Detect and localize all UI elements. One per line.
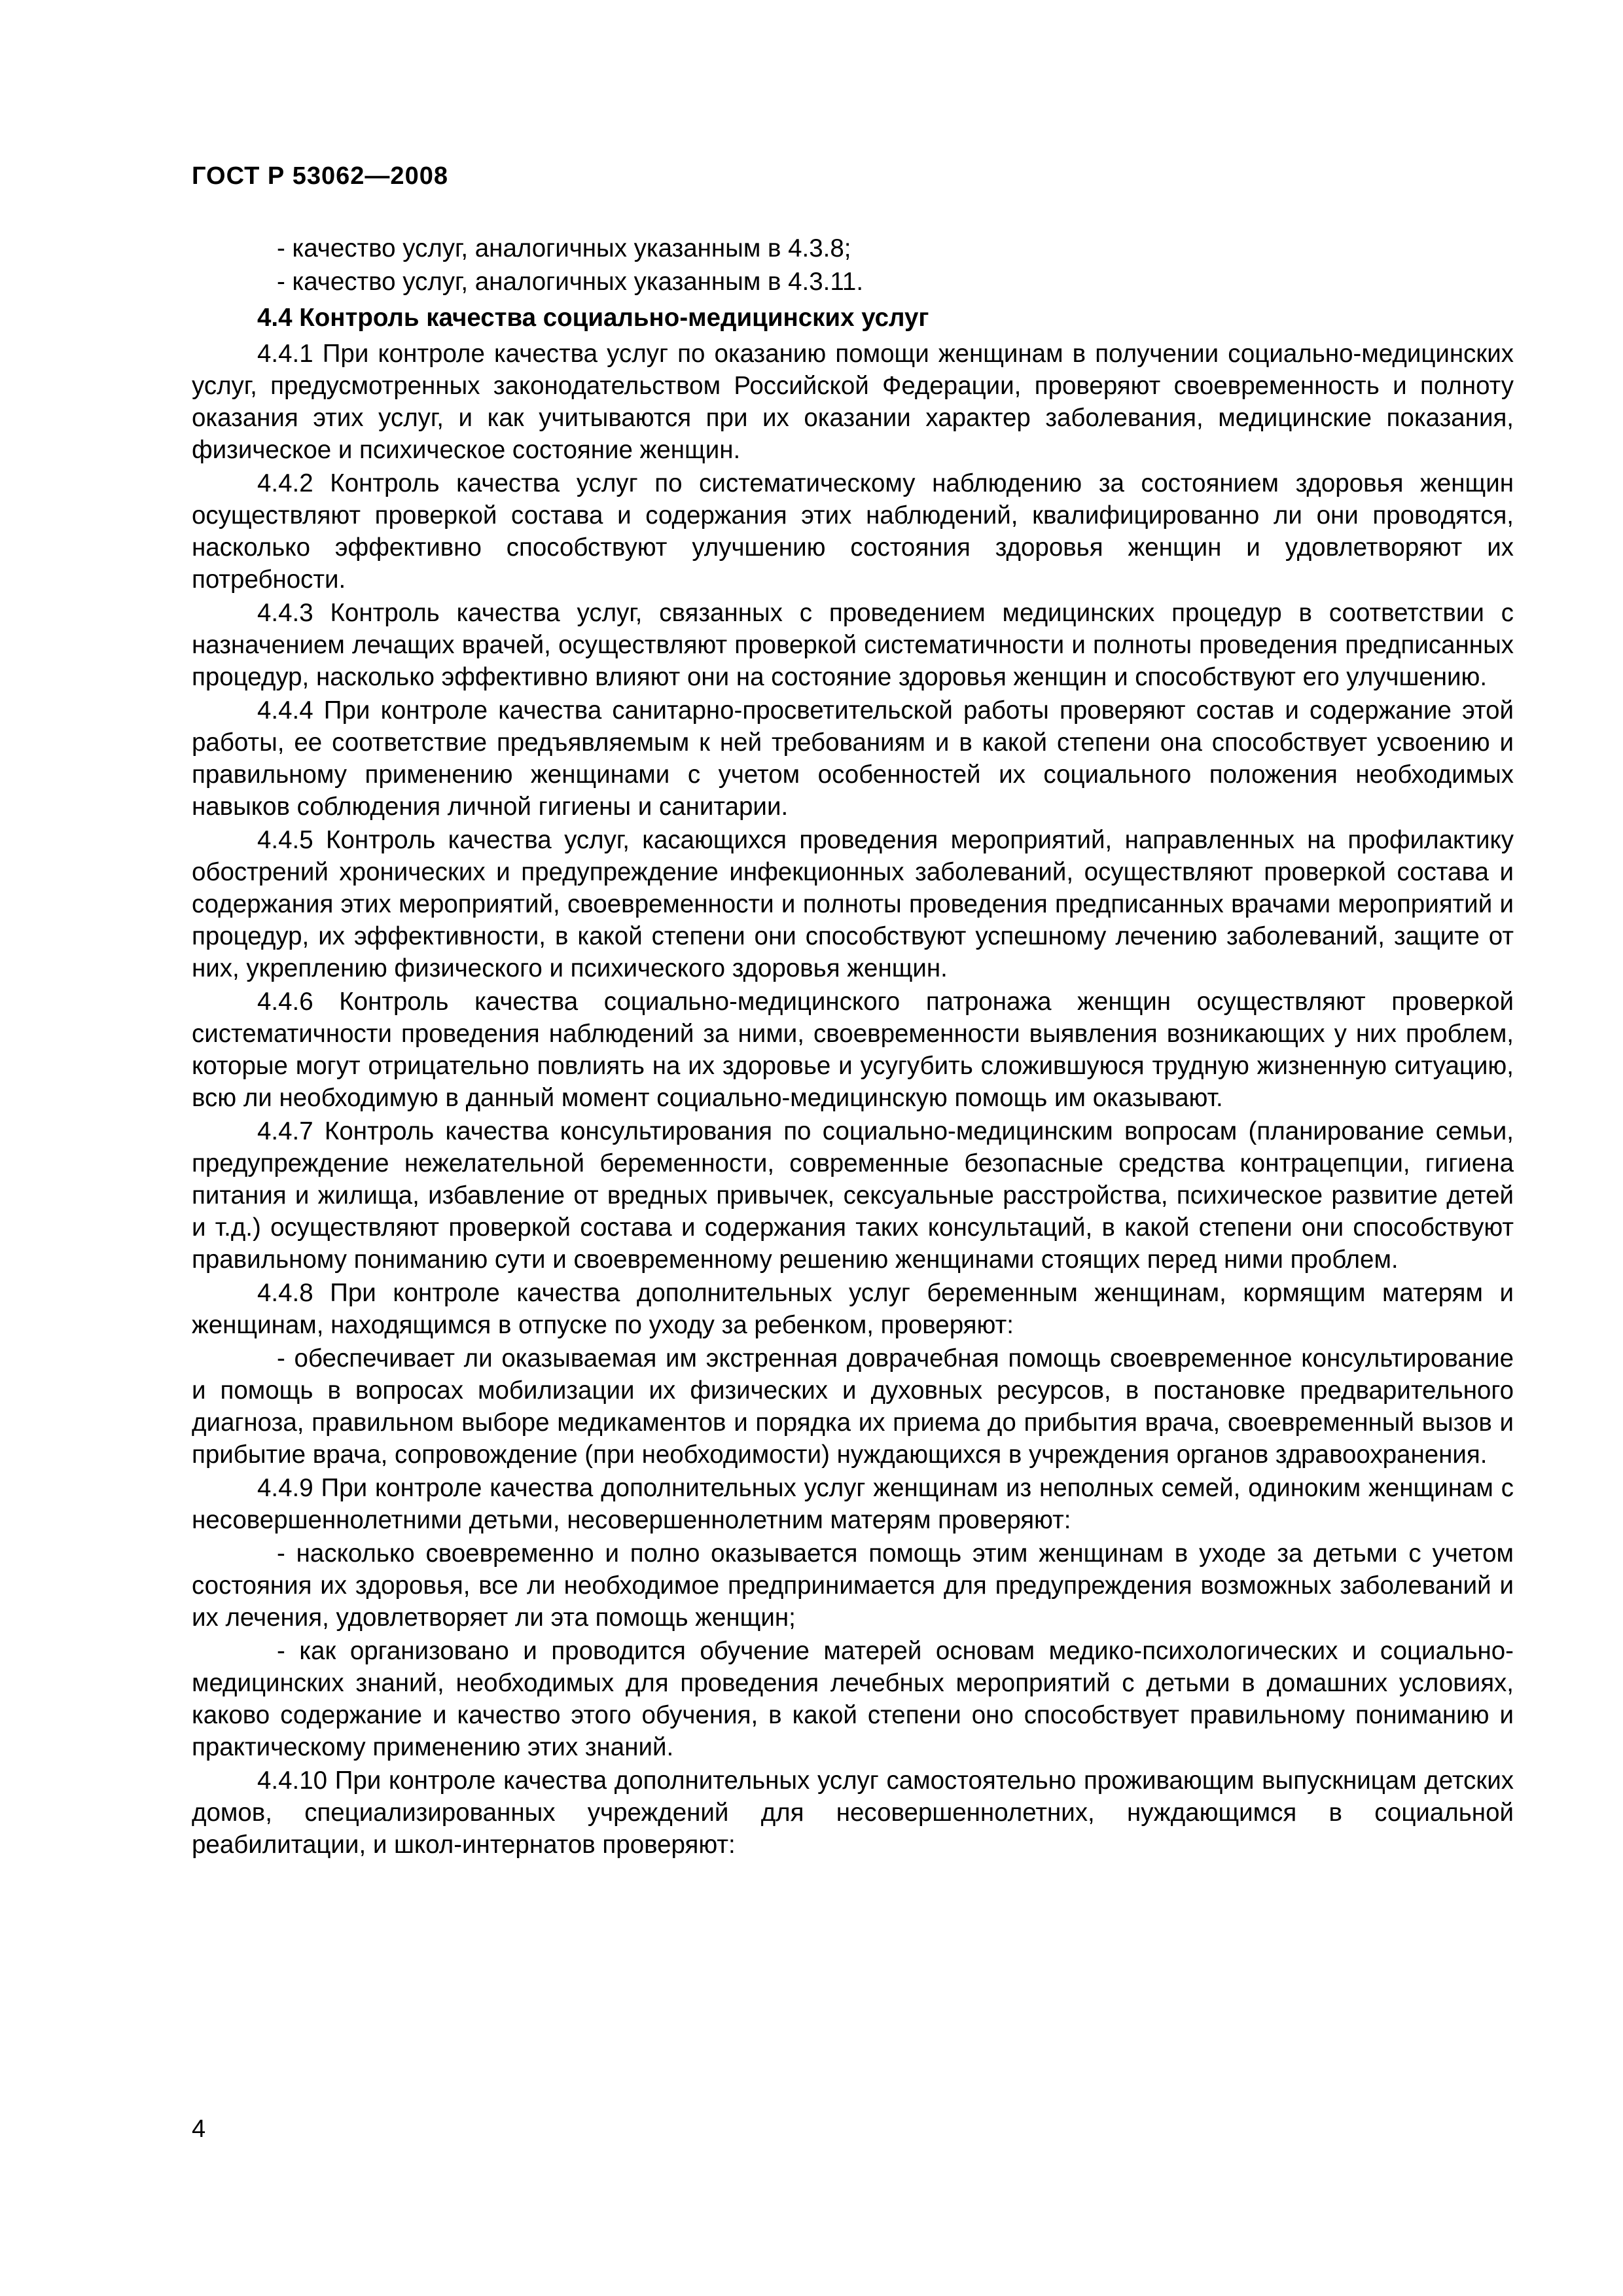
list-item: - качество услуг, аналогичных указанным в 4.3.11. xyxy=(277,268,864,296)
paragraph: 4.4.6 Контроль качества социально-медицинского патронажа женщин осуществляют проверкой систематичности проведения наблюдений за ними, своевременности выявления возникающих у них проблем, которые могут отрицательно повлиять на их здоровье и усугубить сложившуюся трудную жизненную ситуацию, всю ли необходимую в данный момент социально-медицинскую помощь им оказывают. xyxy=(192,988,1514,1112)
document-header: ГОСТ Р 53062—2008 xyxy=(192,162,448,190)
page-number: 4 xyxy=(192,2115,206,2143)
paragraph: 4.4.9 При контроле качества дополнительных услуг женщинам из неполных семей, одиноким женщинам с несовершеннолетними детьми, несовершеннолетним матерям проверяют: xyxy=(192,1474,1514,1534)
list-item: - обеспечивает ли оказываемая им экстренная доврачебная помощь своевременное консультирование и помощь в вопросах мобилизации их физических и духовных ресурсов, в постановке предварительного диагноза, правильном выборе медикаментов и порядка их приема до прибытия врача, своевременный вызов и прибытие врача, сопровождение (при необходимости) нуждающихся в учреждения органов здравоохранения. xyxy=(192,1344,1514,1469)
paragraph: 4.4.5 Контроль качества услуг, касающихся проведения мероприятий, направленных на профилактику обострений хронических и предупреждение инфекционных заболеваний, осуществляют проверкой состава и содержания этих мероприятий, своевременности и полноты проведения предписанных врачами мероприятий и процедур, их эффективности, в какой степени они способствуют успешному лечению заболеваний, защите от них, укреплению физического и психического здоровья женщин. xyxy=(192,826,1514,982)
list-item: - насколько своевременно и полно оказывается помощь этим женщинам в уходе за детьми с учетом состояния их здоровья, все ли необходимое предпринимается для предупреждения возможных заболеваний и их лечения, удовлетворяет ли эта помощь женщин; xyxy=(192,1539,1514,1632)
list-item: - качество услуг, аналогичных указанным в 4.3.8; xyxy=(277,234,851,262)
paragraph: 4.4.10 При контроле качества дополнительных услуг самостоятельно проживающим выпускницам детских домов, специализированных учреждений для несовершеннолетних, нуждающимся в социальной реабилитации, и школ-интернатов проверяют: xyxy=(192,1767,1514,1859)
paragraph: 4.4.8 При контроле качества дополнительных услуг беременным женщинам, кормящим матерям и женщинам, находящимся в отпуске по уходу за ребенком, проверяют: xyxy=(192,1279,1514,1339)
paragraph: 4.4.1 При контроле качества услуг по оказанию помощи женщинам в получении социально-медицинских услуг, предусмотренных законодательством Российской Федерации, проверяют своевременность и полноту оказания этих услуг, и как учитываются при их оказании характер заболевания, медицинские показания, физическое и психическое состояние женщин. xyxy=(192,340,1514,464)
paragraph: 4.4.4 При контроле качества санитарно-просветительской работы проверяют состав и содержание этой работы, ее соответствие предъявляемым к ней требованиям и в какой степени она способствует усвоению и правильному применению женщинами с учетом особенностей их социального положения необходимых навыков соблюдения личной гигиены и санитарии. xyxy=(192,696,1514,821)
section-heading: 4.4 Контроль качества социально-медицинских услуг xyxy=(257,304,929,332)
paragraph: 4.4.7 Контроль качества консультирования по социально-медицинским вопросам (планирование семьи, предупреждение нежелательной беременности, современные безопасные средства контрацепции, гигиена питания и жилища, избавление от вредных привычек, сексуальные расстройства, психическое развитие детей и т.д.) осуществляют проверкой состава и содержания таких консультаций, в какой степени они способствуют правильному пониманию сути и своевременному решению женщинами стоящих перед ними проблем. xyxy=(192,1117,1514,1274)
paragraph: 4.4.3 Контроль качества услуг, связанных с проведением медицинских процедур в соответствии с назначением лечащих врачей, осуществляют проверкой систематичности и полноты проведения предписанных процедур, насколько эффективно влияют они на состояние здоровья женщин и способствуют его улучшению. xyxy=(192,599,1514,691)
document-body xyxy=(192,232,1514,1862)
paragraph: 4.4.2 Контроль качества услуг по систематическому наблюдению за состоянием здоровья женщин осуществляют проверкой состава и содержания этих наблюдений, квалифицированно ли они проводятся, насколько эффективно способствуют улучшению состояния здоровья женщин и удовлетворяют их потребности. xyxy=(192,469,1514,594)
list-item: - как организовано и проводится обучение матерей основам медико-психологических и социально-медицинских знаний, необходимых для проведения лечебных мероприятий с детьми в домашних условиях, каково содержание и качество этого обучения, в какой степени оно способствует правильному пониманию и практическому применению этих знаний. xyxy=(192,1637,1514,1761)
